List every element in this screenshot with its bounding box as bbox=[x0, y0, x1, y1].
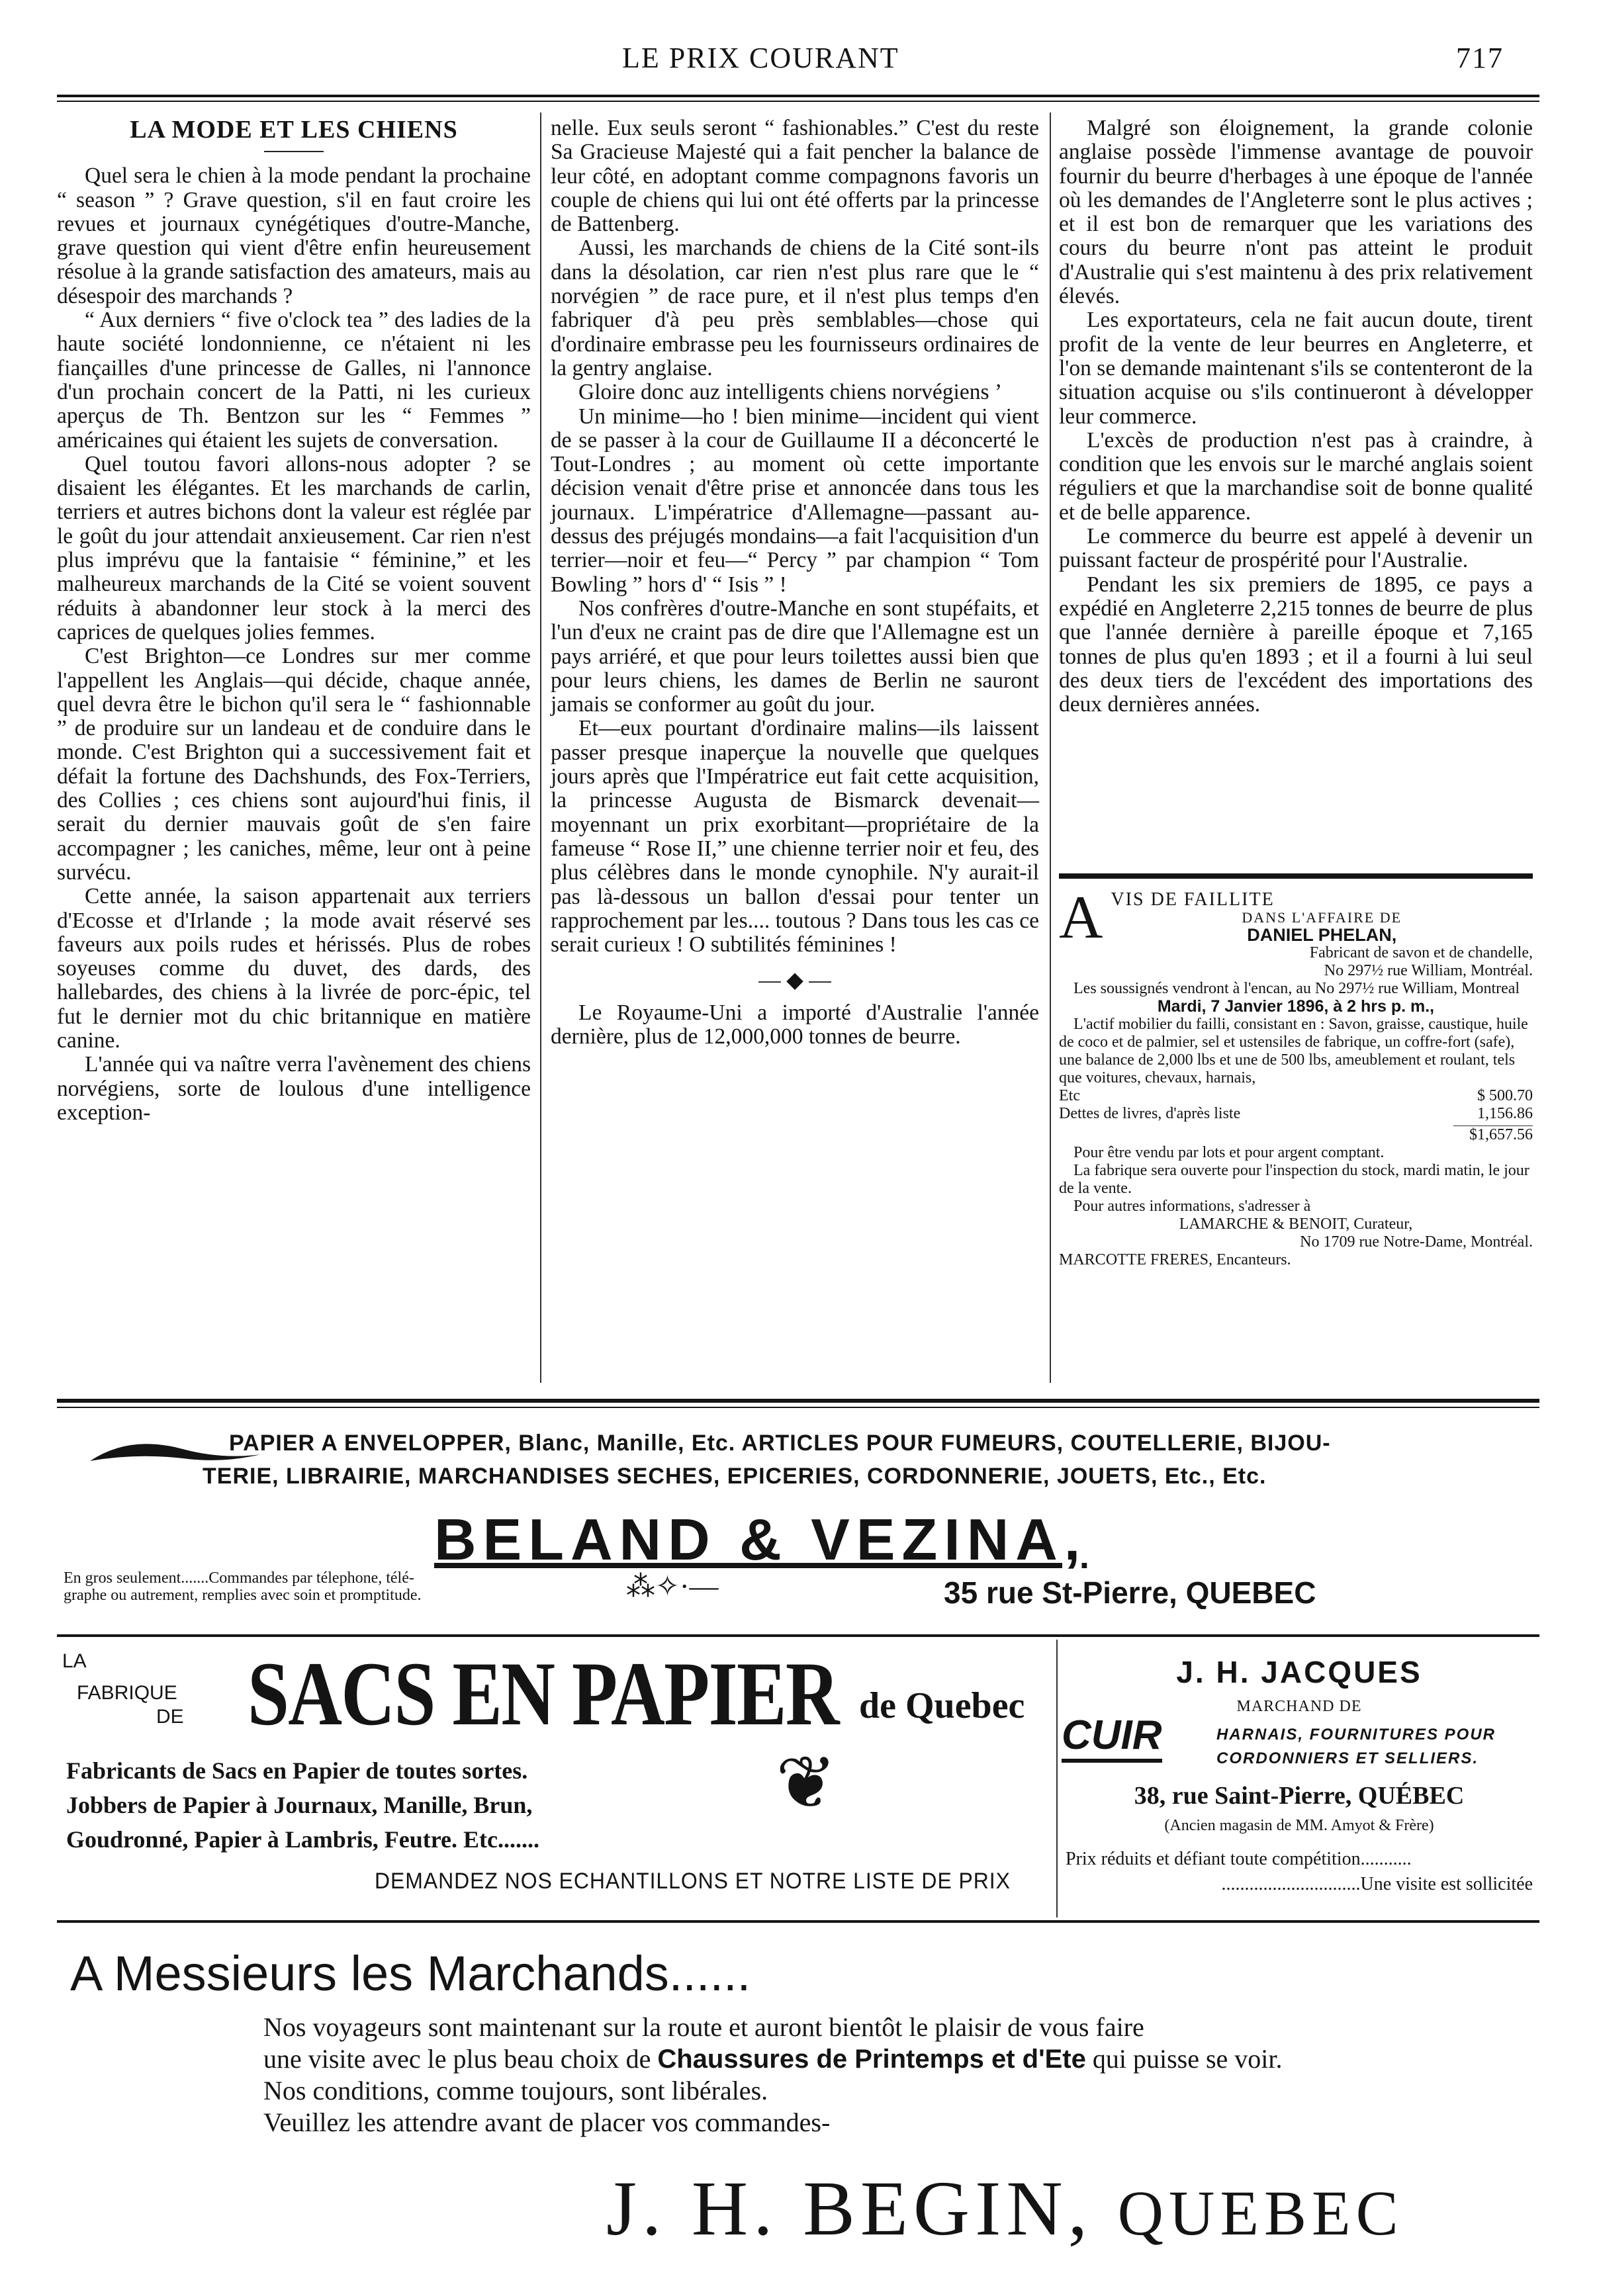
ad-separator bbox=[57, 1634, 1539, 1637]
column-rule bbox=[540, 112, 541, 1383]
page-number: 717 bbox=[1456, 42, 1504, 74]
paragraph: Malgré son éloignement, la grande colonie anglaise possède l'immense avantage de pouvoir fournir du beurre d'herbages à une époque de l'année où les demandes de l'Angleterre sont le plus actives ; et il est bon de remarquer que les variations des cours du beurre n'ont pas atteint le produit d'Australie qui s'est maintenu à des prix relativement élevés. bbox=[1059, 116, 1533, 309]
paragraph: L'excès de production n'est pas à craindre, à condition que les envois sur le marché anglais soient réguliers et que la marchandise soit de bonne qualité et de belle apparence. bbox=[1059, 427, 1533, 525]
paragraph: Et—eux pourtant d'ordinaire malins—ils laissent passer presque inaperçue la nouvelle que quelques jours après que l'Impératrice eut fait cette acquisition, la princesse Augusta de Bismarck devenait—moyennant un prix exorbitant—propriétaire de la fameuse “ Rose II,” une chienne terrier noir et feu, des plus célèbres dans le monde cynophile. N'y aurait-il pas là-dessous un ballon d'essai pour tenter un rapprochement par les.... toutous ? Dans tous les cas ce serait curieux ! O subtilités féminines ! bbox=[551, 716, 1039, 957]
sacs-footer: DEMANDEZ NOS ECHANTILLONS ET NOTRE LISTE DE PRIX bbox=[375, 1869, 1011, 1894]
sacs-fabrique: FABRIQUE bbox=[77, 1682, 177, 1704]
ad-beland-vezina bbox=[57, 1416, 1539, 1634]
paragraph: Cette année, la saison appartenait aux terriers d'Ecosse et d'Irlande ; la mode avait réservé ses faveurs aux poils rudes et hérissés. Plus de robes soyeuses comme du duvet, des dards, des hallebardes, des chiens à la livrée de porc-épic, tel fut le dernier mot du chic britannique en matière canine. bbox=[57, 884, 531, 1053]
paragraph: Le commerce du beurre est appelé à devenir un puissant facteur de prospérité pour l'Australie. bbox=[1059, 524, 1533, 573]
beland-note: En gros seulement.......Commandes par télephone, télé- graphe ou autrement, remplies avec soin et promptitude. bbox=[64, 1569, 422, 1604]
article-column-1 bbox=[57, 118, 531, 1125]
sale-terms: Pour être vendu par lots et pour argent comptant. bbox=[1073, 1144, 1385, 1161]
notice-top-rule bbox=[1059, 873, 1533, 879]
jacques-visit-line: ..............................Une visite est sollicitée bbox=[1221, 1874, 1533, 1894]
beland-address: 35 rue St-Pierre, QUEBEC bbox=[944, 1575, 1316, 1610]
curator-name: LAMARCHE & BENOIT, Curateur, bbox=[1179, 1215, 1413, 1233]
jacques-cuir: CUIR bbox=[1062, 1712, 1162, 1763]
asset-description: L'actif mobilier du failli, consistant en : Savon, graisse, caustique, huile de coco et de palmier, sel et ustensiles de fabrique, un coffre-fort (safe), une balance de 2,000 lbs et une de 500 lbs, ameublement et roulant, tels que voitures, chevaux, harnais, bbox=[1059, 1016, 1528, 1086]
debt-row: Dettes de livres, d'après liste 1,156.86 bbox=[1059, 1105, 1533, 1122]
paragraph: Gloire donc auz intelligents chiens norvégiens ’ bbox=[578, 380, 1003, 405]
begin-signature: J. H. BEGIN, QUEBEC bbox=[606, 2165, 1404, 2252]
notice-intro: Les soussignés vendront à l'encan, au No 297½ rue William, Montreal bbox=[1073, 980, 1520, 997]
total-amount: $1,657.56 bbox=[1469, 1126, 1533, 1143]
fleuron-ornament-icon: ❦ bbox=[776, 1743, 837, 1824]
beland-line-1: PAPIER A ENVELOPPER, Blanc, Manille, Etc. ARTICLES POUR FUMEURS, COUTELLERIE, BIJOU- bbox=[229, 1431, 1331, 1456]
auctioneers: MARCOTTE FRERES, Encanteurs. bbox=[1059, 1251, 1291, 1268]
jacques-goods: HARNAIS, FOURNITURES POUR CORDONNIERS ET SELLIERS. bbox=[1216, 1726, 1496, 1767]
ad-jh-begin bbox=[57, 1925, 1539, 2283]
section-rule-thin bbox=[57, 1407, 1539, 1408]
asset-row: Etc $ 500.70 bbox=[1059, 1087, 1533, 1104]
curator-address: No 1709 rue Notre-Dame, Montréal. bbox=[1300, 1233, 1533, 1251]
paragraph: L'année qui va naître verra l'avènement des chiens norvégiens, sorte de loulous d'une intelligence exception- bbox=[57, 1052, 531, 1125]
jacques-price-line: Prix réduits et défiant toute compétition........... bbox=[1066, 1849, 1412, 1869]
paragraph: Pendant les six premiers de 1895, ce pays a expédié en Angleterre 2,215 tonnes de beurre de plus que l'année dernière à pareille époque et 7,165 tonnes de plus qu'en 1893 ; et il a fourni à lui seul des deux tiers de l'excédent des importations des deux dernières années. bbox=[1059, 572, 1533, 717]
paragraph: Aussi, les marchands de chiens de la Cité sont-ils dans la désolation, car rien n'est plus rare que le “ norvégien ” de race pure, et il n'est plus temps d'en fabriquer d'à peu près semblables—chose qui d'ordinaire embrasse peu les fournisseurs ordinaires de la gentry anglaise. bbox=[551, 236, 1039, 380]
debtor-address: No 297½ rue William, Montréal. bbox=[1324, 962, 1533, 979]
paragraph: C'est Brighton—ce Londres sur mer comme l'appellent les Anglais—qui décide, chaque année, quel devra être le bichon qu'il sera le “ fashionnable ” de produire sur un landeau et de conduire dans le monde. C'est Brighton qui a successivement fait et défait la fortune des Dachshunds, des Fox-Terriers, des Collies ; ces chiens sont aujourd'hui finis, il serait du dernier mauvais goût de s'en faire accompagner ; les caniches, même, leur ont à peine survécu. bbox=[57, 644, 531, 885]
running-head: LE PRIX COURANT bbox=[622, 42, 899, 74]
column-rule bbox=[1050, 112, 1051, 1383]
notice-heading: VIS DE FAILLITE bbox=[1111, 889, 1275, 910]
ad-column-rule bbox=[1056, 1640, 1058, 1918]
ad-sacs-en-papier bbox=[57, 1641, 1050, 1919]
paragraph: Quel sera le chien à la mode pendant la prochaine “ season ” ? Grave question, s'il en faut croire les revues et journaux cynégétiques d'outre-Manche, grave question qui vient d'être enfin heureusement résolue à la grande satisfaction des amateurs, mais au désespoir des marchands ? bbox=[57, 163, 531, 308]
sacs-title: SACS EN PAPIER bbox=[248, 1643, 839, 1744]
article-column-2 bbox=[551, 116, 1039, 1049]
title-divider bbox=[264, 151, 324, 152]
ad-jh-jacques bbox=[1059, 1641, 1539, 1919]
paragraph: Un minime—ho ! bien minime—incident qui vient de se passer à la cour de Guillaume II a déconcerté le Tout-Londres ; au moment où cette importante décision venait d'être prise et annoncée dans tous les journaux. L'impératrice d'Allemagne—passant au-dessus des préjugés mondains—a fait l'acquisition d'un terrier—noir et feu—“ Percy ” par champion “ Tom Bowling ” hors d' “ Isis ” ! bbox=[551, 404, 1039, 597]
ornament-icon: ⁂✧·— bbox=[626, 1570, 719, 1603]
debtor-name: DANIEL PHELAN, bbox=[1247, 925, 1397, 945]
header-rule bbox=[57, 95, 1539, 97]
bankruptcy-notice bbox=[1059, 883, 1533, 1269]
article-column-3 bbox=[1059, 116, 1533, 717]
paragraph: Nos confrères d'outre-Manche en sont stupéfaits, et l'un d'eux ne craint pas de dire que l'Allemagne est un pays arriéré, et que pour leurs toilettes aussi bien que pour leurs chiens, les dames de Berlin ne sauront jamais se conformer au goût du jour. bbox=[551, 596, 1039, 717]
sacs-de: DE bbox=[156, 1706, 184, 1728]
paragraph: Les exportateurs, cela ne fait aucun doute, tirent profit de la vente de leur beurres en Angleterre, et l'on se demande maintenant s'ils se contenteront de la situation acquise ou s'ils continueront à développer leur commerce. bbox=[1059, 308, 1533, 429]
header-rule-thin bbox=[57, 101, 1539, 102]
sacs-city: de Quebec bbox=[859, 1685, 1025, 1726]
news-note: Le Royaume-Uni a importé d'Australie l'année dernière, plus de 12,000,000 tonnes de beurre. bbox=[551, 1000, 1039, 1049]
sacs-description: Fabricants de Sacs en Papier de toutes sortes. Jobbers de Papier à Journaux, Manille, Brun, Goudronné, Papier à Lambris, Feutre. Etc....... bbox=[66, 1757, 539, 1853]
article-title: LA MODE ET LES CHIENS bbox=[130, 116, 458, 144]
inspection-note: La fabrique sera ouverte pour l'inspection du stock, mardi matin, le jour de la vente. bbox=[1059, 1162, 1529, 1197]
beland-name: BELAND & VEZINA, bbox=[434, 1507, 1087, 1572]
jacques-trade: MARCHAND DE bbox=[1236, 1698, 1362, 1715]
beland-line-2: TERIE, LIBRAIRIE, MARCHANDISES SECHES, EPICERIES, CORDONNERIE, JOUETS, Etc., Etc. bbox=[203, 1464, 1267, 1489]
begin-heading: A Messieurs les Marchands...... bbox=[70, 1946, 751, 2001]
info-note: Pour autres informations, s'adresser à bbox=[1073, 1198, 1311, 1215]
notice-affaire: DANS L'AFFAIRE DE bbox=[1242, 909, 1402, 926]
sacs-la: LA bbox=[62, 1650, 87, 1672]
debtor-trade: Fabricant de savon et de chandelle, bbox=[1309, 944, 1533, 961]
jacques-name: J. H. JACQUES bbox=[1176, 1655, 1422, 1689]
ad-separator bbox=[57, 1920, 1539, 1923]
paragraph: “ Aux derniers “ five o'clock tea ” des ladies de la haute société londonnienne, ce n'étaient ni les fiançailles d'une princesse de Galles, ni l'annonce d'un prochain concert de la Patti, ni les curieux aperçus de Th. Bentzon sur les “ Femmes ” américaines qui étaient les sujets de conversation. bbox=[57, 308, 531, 453]
sale-date: Mardi, 7 Janvier 1896, à 2 hrs p. m., bbox=[1157, 997, 1435, 1016]
paragraph: Quel toutou favori allons-nous adopter ? se disaient les élégantes. Et les marchands de carlin, terriers et autres bichons dont la valeur est réglée par le goût du jour attendait anxieusement. Car rien n'est plus imprévu que la fantaisie “ féminine,” et les malheureux marchands de la Cité se voient souvent réduits à abandonner leur stock à la merci des caprices de quelques jolies femmes. bbox=[57, 451, 531, 644]
jacques-address: 38, rue Saint-Pierre, QUÉBEC bbox=[1134, 1782, 1465, 1810]
ornament-dash: — ◆ — bbox=[758, 968, 831, 993]
jacques-former: (Ancien magasin de MM. Amyot & Frère) bbox=[1164, 1817, 1434, 1834]
begin-message: Nos voyageurs sont maintenant sur la route et auront bientôt le plaisir de vous faire une visite avec le plus beau choix de Chaussures de Printemps et d'Ete qui puisse se voir. Nos conditions, comme toujours, sont libérales. Veuillez les attendre avant de placer vos commandes- bbox=[263, 2012, 1283, 2137]
section-rule bbox=[57, 1399, 1539, 1403]
paragraph: nelle. Eux seuls seront “ fashionables.” C'est du reste Sa Gracieuse Majesté qui a fait pencher la balance de leur côté, en adoptant comme compagnons favoris un couple de chiens qui lui ont été offerts par la princesse de Battenberg. bbox=[551, 116, 1039, 237]
drop-cap: A bbox=[1059, 883, 1103, 951]
